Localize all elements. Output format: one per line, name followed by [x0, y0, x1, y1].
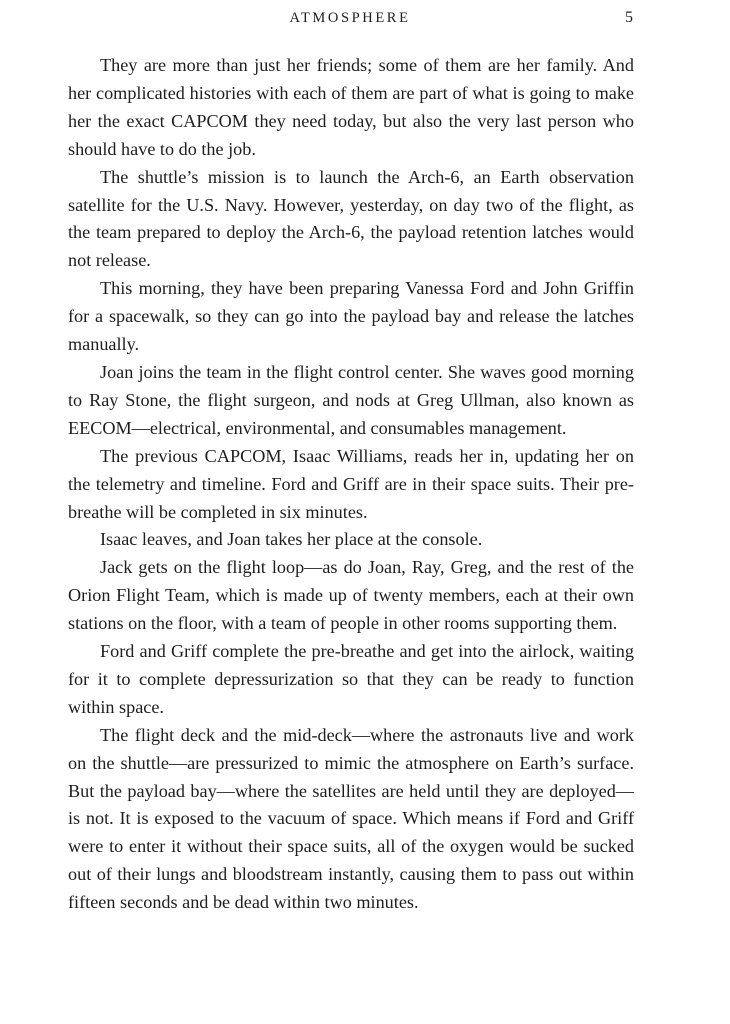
paragraph: This morning, they have been preparing Vanessa Ford and John Griffin for a spacewalk, so they can go into the payload bay and release the latches manually.	[68, 278, 634, 355]
page-header	[0, 8, 730, 30]
paragraph: Jack gets on the flight loop—as do Joan, Ray, Greg, and the rest of the Orion Flight Team, which is made up of twenty members, each at their own stations on the floor, with a team of people in other rooms supporting them.	[68, 557, 634, 634]
running-head: ATMOSPHERE	[289, 10, 411, 26]
paragraph: Joan joins the team in the flight control center. She waves good morning to Ray Stone, the flight surgeon, and nods at Greg Ullman, also known as EECOM—electrical, environmental, and consumables management.	[68, 361, 634, 438]
paragraph: Ford and Griff complete the pre-breathe and get into the airlock, waiting for it to complete depressurization so that they can be ready to function within space.	[68, 641, 634, 717]
paragraph: They are more than just her friends; some of them are her family. And her complicated histories with each of them are part of what is going to make her the exact CAPCOM they need today, but also the very last person who should have to do the job.	[68, 55, 634, 159]
paragraph: The flight deck and the mid-deck—where the astronauts live and work on the shuttle—are pressurized to mimic the atmosphere on Earth’s surface. But the payload bay—where the satellites are held until they are deployed—is not. It is exposed to the vacuum of space. Which means if Ford and Griff were to enter it without their space suits, all of the oxygen would be sucked out of their lungs and bloodstream instantly, causing them to pass out within fifteen seconds and be dead within two minutes.	[68, 724, 634, 913]
paragraph: The shuttle’s mission is to launch the Arch-6, an Earth observation satellite for the U.S. Navy. However, yesterday, on day two of the flight, as the team prepared to deploy the Arch-6, the payload retention latches would not release.	[68, 166, 634, 271]
body-text	[68, 52, 634, 917]
page-number: 5	[625, 9, 633, 26]
paragraph: Isaac leaves, and Joan takes her place at the console.	[100, 529, 483, 550]
paragraph: The previous CAPCOM, Isaac Williams, reads her in, updating her on the telemetry and timeline. Ford and Griff are in their space suits. Their pre-breathe will be completed in six minutes.	[68, 445, 634, 522]
